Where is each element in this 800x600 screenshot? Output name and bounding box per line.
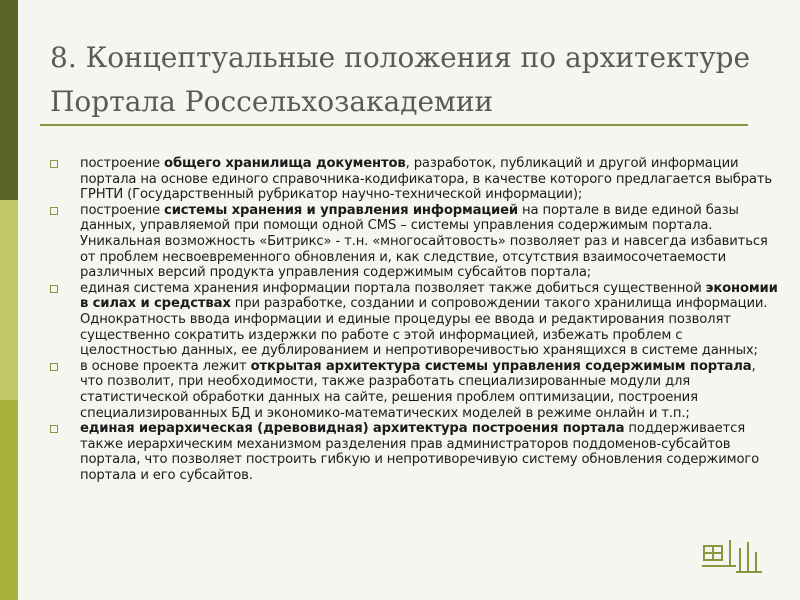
sidebar-block-light — [0, 200, 18, 400]
square-bullet-icon — [50, 285, 58, 293]
square-bullet-icon — [50, 160, 58, 168]
list-item: единая система хранения информации портала позволяет также добиться существенной экономии в силах и средствах при разработке, создании и сопровождении такого хранилища информации. Однократность ввода информации и единые процедуры ее ввода и редактирования позволят существенно сократить издержки по работе с этой информацией, избежать проблем с целостностью данных, ее дублированием и непротиворечивостью хранящихся в системе данных; — [46, 281, 778, 359]
list-item: в основе проекта лежит открытая архитектура системы управления содержимым портала, что позволит, при необходимости, также разработать специализированные модули для статистической обработки данных на сайте, решения проблем оптимизации, построения специализированных БД и экономико-математических моделей в режиме онлайн и т.п.; — [46, 359, 778, 421]
page-title — [50, 36, 770, 124]
list-item: построение общего хранилища документов, разработок, публикаций и другой информации портала на основе единого справочника-кодификатора, в качестве которого предлагается выбрать ГРНТИ (Государственный рубрикатор научно-технической информации); — [46, 156, 778, 203]
slide-logo-icon — [700, 532, 764, 576]
sidebar-block-dark — [0, 0, 18, 200]
square-bullet-icon — [50, 425, 58, 433]
bullet-list — [46, 156, 778, 483]
sidebar-block-mid — [0, 400, 18, 600]
square-bullet-icon — [50, 363, 58, 371]
title-line-1: 8. Концептуальные положения по архитектуре — [50, 41, 751, 74]
list-item: построение системы хранения и управления информацией на портале в виде единой базы данных, управляемой при помощи одной CMS – системы управления содержимым портала. Уникальная возможность «Битрикс» - т.н. «многосайтовость» позволяет раз и навсегда избавиться от проблем несвоевременного обновления и, как следствие, отсутствия взаимосочетаемости различных версий продукта управления содержимым субсайтов портала; — [46, 203, 778, 281]
title-divider — [40, 124, 748, 126]
list-item: единая иерархическая (древовидная) архитектура построения портала поддерживается также иерархическим механизмом разделения прав администраторов поддоменов-субсайтов портала, что позволяет построить гибкую и непротиворечивую систему обновления содержимого портала и его субсайтов. — [46, 421, 778, 483]
title-line-2: Портала Россельхозакадемии — [50, 85, 494, 118]
square-bullet-icon — [50, 207, 58, 215]
